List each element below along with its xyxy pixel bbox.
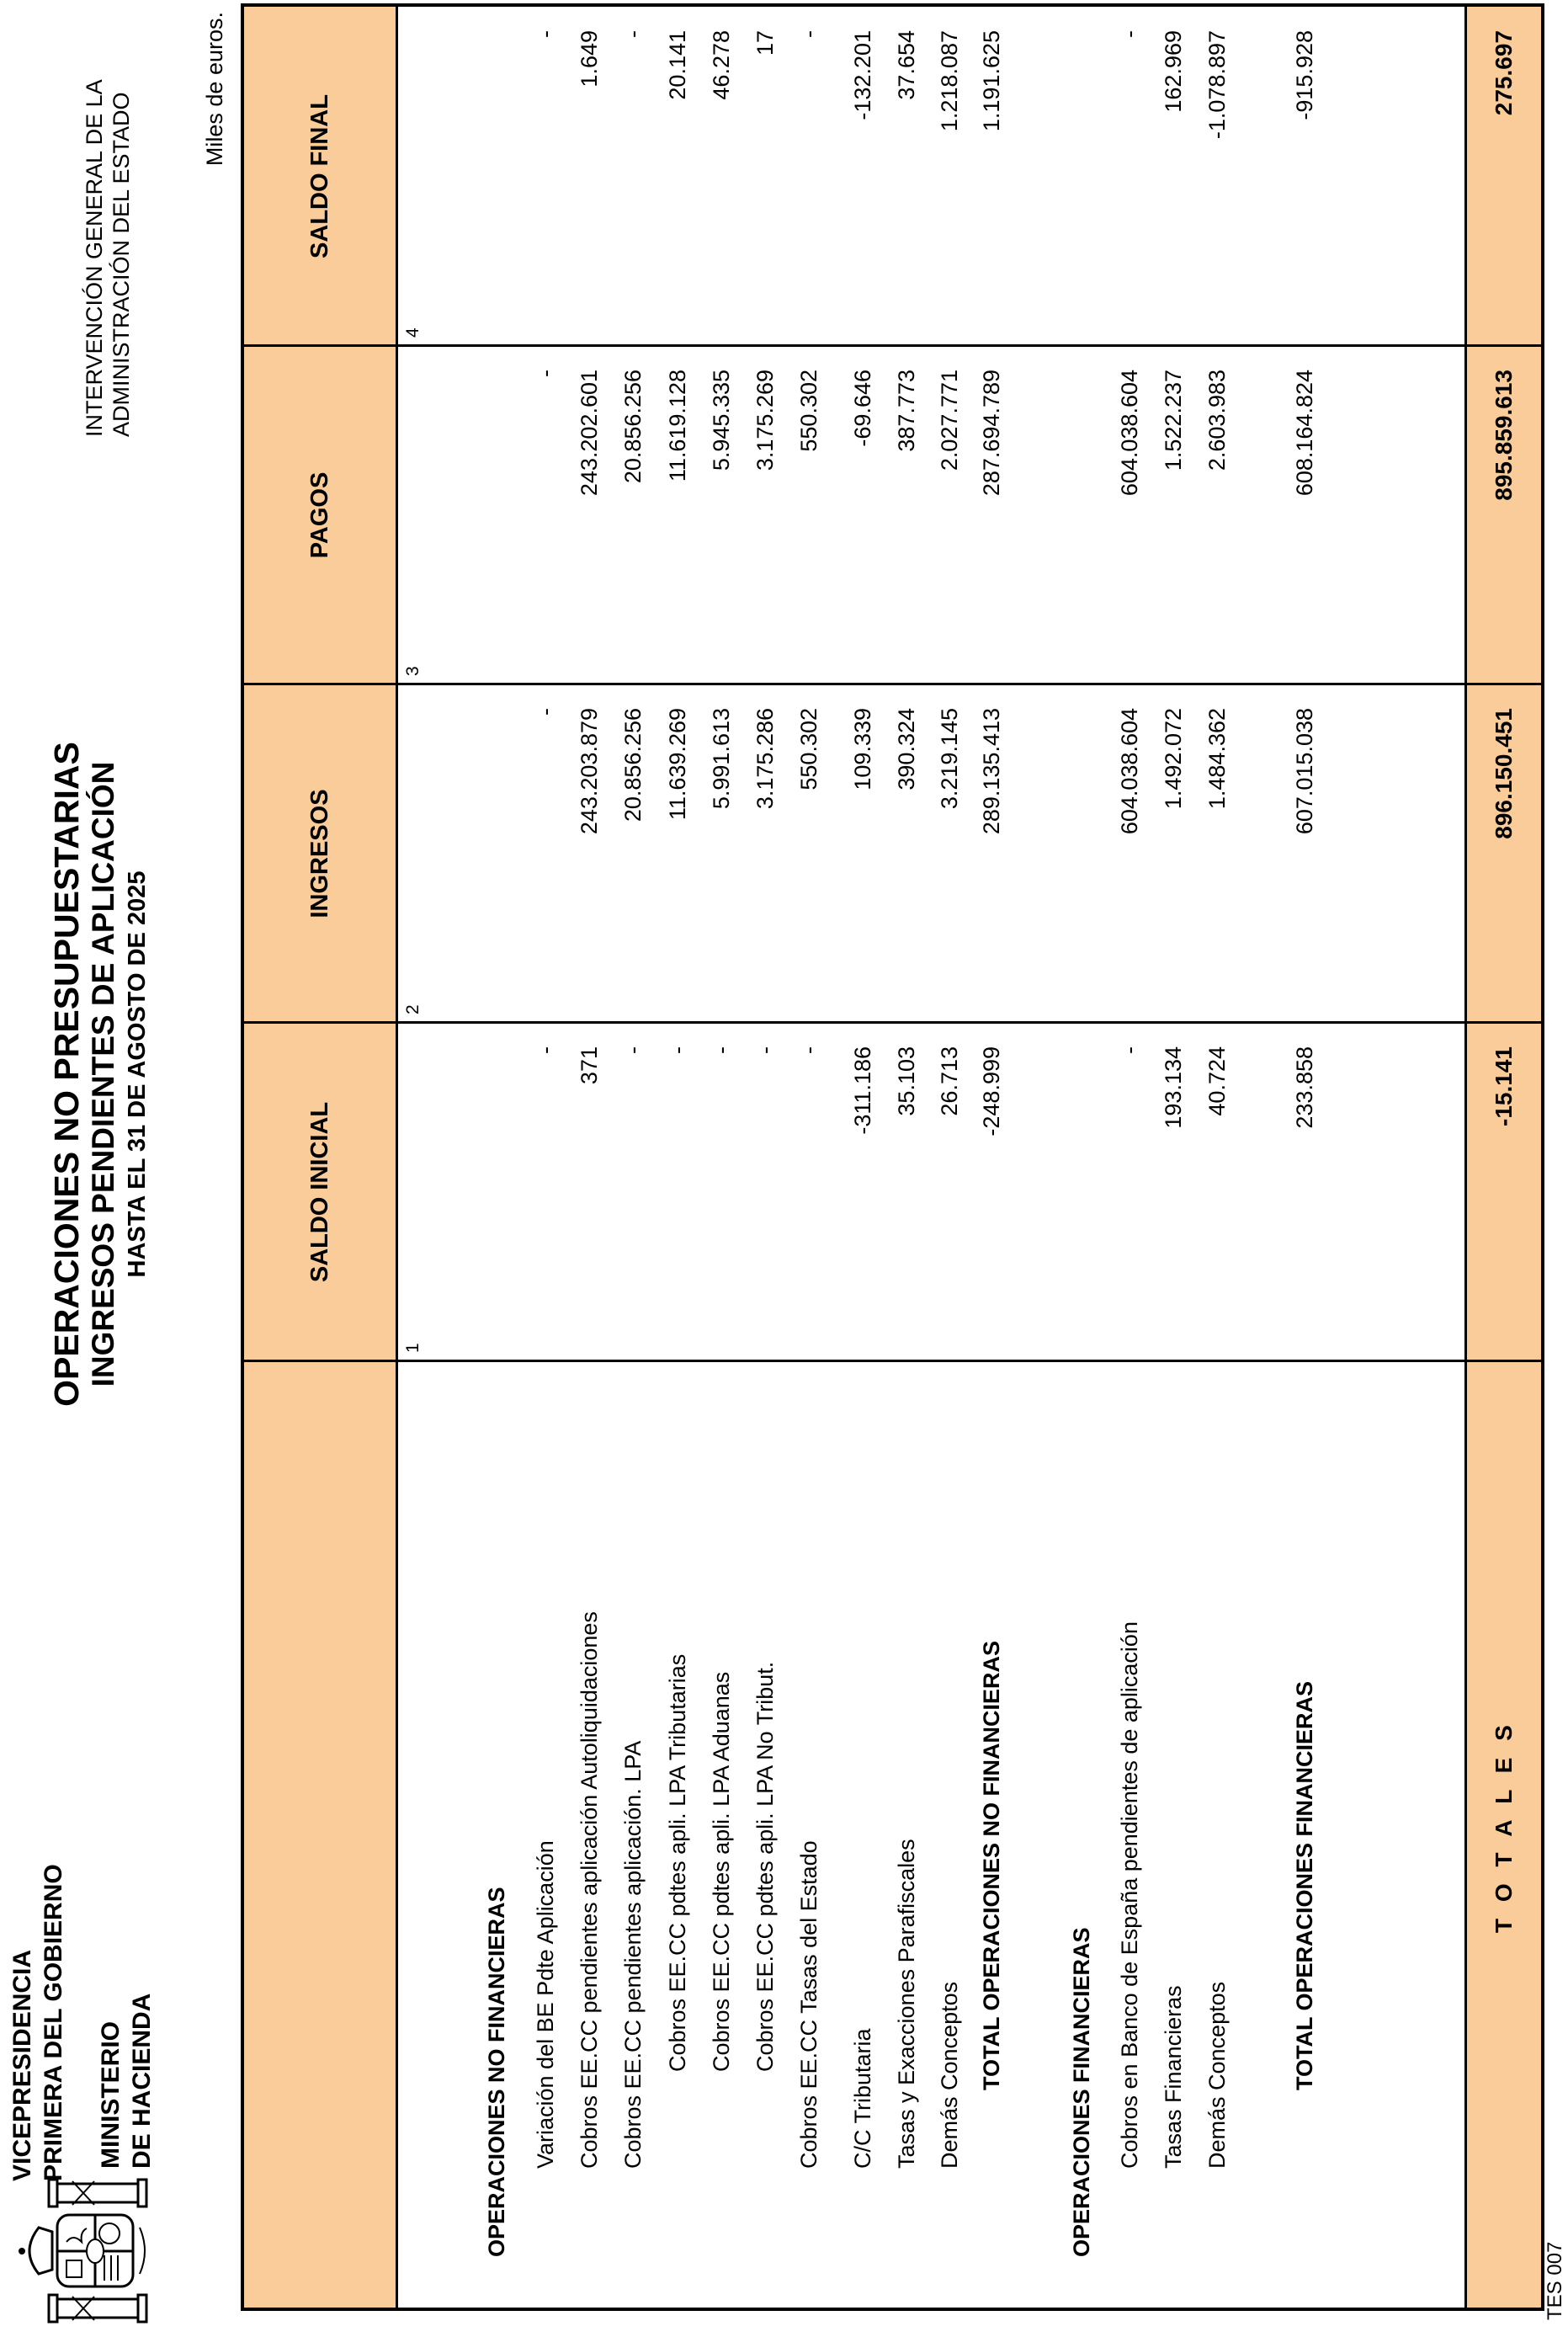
value-cell-ing: 5.991.613 bbox=[709, 708, 734, 810]
value-cell-ing: 11.639.269 bbox=[665, 708, 690, 821]
value-cell-si: 40.724 bbox=[1204, 1046, 1230, 1116]
column-marker-4: 4 bbox=[403, 327, 423, 338]
value-cell-ing: 289.135.413 bbox=[979, 708, 1004, 835]
agency-line2: ADMINISTRACIÓN DEL ESTADO bbox=[109, 92, 134, 437]
value-cell-sf: 17 bbox=[752, 30, 778, 56]
row-label: Cobros EE.CC pdtes apli. LPA Aduanas bbox=[709, 1671, 734, 2072]
column-marker-3: 3 bbox=[403, 666, 423, 676]
value-cell-pag: 1.522.237 bbox=[1161, 370, 1186, 471]
value-cell-pag: 608.164.824 bbox=[1292, 370, 1317, 497]
value-cell-si: 233.858 bbox=[1292, 1046, 1317, 1129]
value-cell-si: - bbox=[1117, 1046, 1142, 1054]
value-cell-pag: 5.945.335 bbox=[709, 370, 734, 471]
value-cell-pag: 550.302 bbox=[796, 370, 821, 452]
units-note: Miles de euros. bbox=[202, 12, 227, 167]
ministry-line1: MINISTERIO bbox=[97, 2020, 125, 2169]
column-separator-line bbox=[244, 683, 1541, 685]
value-cell-pag: 604.038.604 bbox=[1117, 370, 1142, 497]
row-label: Cobros EE.CC pdtes apli. LPA No Tribut. bbox=[752, 1661, 778, 2072]
department-name bbox=[7, 1864, 69, 2181]
value-cell-ing: 607.015.038 bbox=[1292, 708, 1317, 835]
value-cell-sf: - bbox=[1117, 30, 1142, 38]
row-label: C/C Tributaria bbox=[850, 2028, 875, 2169]
value-cell-sf: 1.649 bbox=[577, 30, 602, 88]
value-cell-sf: 275.697 bbox=[1491, 30, 1517, 116]
value-cell-sf: 20.141 bbox=[665, 30, 690, 100]
form-code: TES 007 bbox=[1544, 2241, 1566, 2320]
column-separator-line bbox=[244, 1021, 1541, 1024]
value-cell-si: 371 bbox=[577, 1046, 602, 1085]
row-label: Demás Conceptos bbox=[937, 1981, 962, 2169]
value-cell-pag: -69.646 bbox=[850, 370, 875, 447]
value-cell-si: -15.141 bbox=[1491, 1046, 1517, 1126]
value-cell-si: -311.186 bbox=[850, 1046, 875, 1135]
ministry-line2: DE HACIENDA bbox=[128, 1993, 156, 2169]
agency-name bbox=[81, 79, 135, 437]
column-separator-line bbox=[244, 1360, 1541, 1362]
row-label: Demás Conceptos bbox=[1204, 1981, 1230, 2169]
column-marker-1: 1 bbox=[403, 1343, 423, 1353]
value-cell-sf: -132.201 bbox=[850, 30, 875, 120]
value-cell-pag: 387.773 bbox=[894, 370, 919, 452]
value-cell-ing: 109.339 bbox=[850, 708, 875, 791]
value-cell-pag: 20.856.256 bbox=[620, 370, 646, 484]
spain-coat-of-arms-logo bbox=[13, 2177, 173, 2324]
row-label: TOTAL OPERACIONES FINANCIERAS bbox=[1292, 1680, 1317, 2090]
value-cell-ing: 550.302 bbox=[796, 708, 821, 791]
value-cell-pag: 3.175.269 bbox=[752, 370, 778, 471]
value-cell-sf: 1.191.625 bbox=[979, 30, 1004, 132]
value-cell-ing: 20.856.256 bbox=[620, 708, 646, 822]
value-cell-ing: 1.484.362 bbox=[1204, 708, 1230, 810]
row-label: OPERACIONES FINANCIERAS bbox=[1069, 1927, 1094, 2257]
column-header-ingresos: INGRESOS bbox=[306, 789, 333, 918]
value-cell-sf: - bbox=[533, 30, 558, 38]
report-title-line2: INGRESOS PENDIENTES DE APLICACIÓN bbox=[86, 761, 120, 1387]
report-title bbox=[47, 742, 153, 1407]
row-label: Cobros EE.CC pendientes aplicación Autoliquidaciones bbox=[577, 1611, 602, 2169]
value-cell-sf: 37.654 bbox=[894, 30, 919, 100]
value-cell-sf: -1.078.897 bbox=[1204, 30, 1230, 140]
row-label: Tasas y Exacciones Parafiscales bbox=[894, 1839, 919, 2169]
row-label: TOTAL OPERACIONES NO FINANCIERAS bbox=[979, 1640, 1004, 2090]
row-label: Tasas Financieras bbox=[1161, 1985, 1186, 2169]
report-title-line3: HASTA EL 31 DE AGOSTO DE 2025 bbox=[124, 870, 151, 1278]
value-cell-pag: 243.202.601 bbox=[577, 370, 602, 497]
report-title-line1: OPERACIONES NO PRESUPUESTARIAS bbox=[47, 742, 86, 1407]
value-cell-si: - bbox=[620, 1046, 646, 1054]
column-header-saldo-inicial: SALDO INICIAL bbox=[306, 1101, 333, 1283]
value-cell-si: 26.713 bbox=[937, 1046, 962, 1116]
row-label: Variación del BE Pdte Aplicación bbox=[533, 1840, 558, 2169]
value-cell-ing: 3.219.145 bbox=[937, 708, 962, 810]
column-header-pagos: PAGOS bbox=[306, 471, 333, 559]
value-cell-sf: 162.969 bbox=[1161, 30, 1186, 113]
value-cell-sf: 1.218.087 bbox=[937, 30, 962, 132]
value-cell-pag: - bbox=[533, 370, 558, 377]
value-cell-pag: 895.859.613 bbox=[1491, 370, 1517, 501]
department-line2: PRIMERA DEL GOBIERNO bbox=[40, 1864, 67, 2181]
value-cell-si: - bbox=[752, 1046, 778, 1054]
value-cell-sf: - bbox=[796, 30, 821, 38]
value-cell-ing: 604.038.604 bbox=[1117, 708, 1142, 835]
value-cell-si: - bbox=[665, 1046, 690, 1054]
row-label: Cobros en Banco de España pendientes de aplicación bbox=[1117, 1621, 1142, 2169]
value-cell-si: 35.103 bbox=[894, 1046, 919, 1116]
value-cell-sf: -915.928 bbox=[1292, 30, 1317, 120]
value-cell-sf: - bbox=[620, 30, 646, 38]
column-header-concepts bbox=[244, 1361, 396, 2308]
value-cell-si: -248.999 bbox=[979, 1046, 1004, 1137]
value-cell-si: - bbox=[709, 1046, 734, 1054]
row-label: Cobros EE.CC pendientes aplicación. LPA bbox=[620, 1740, 646, 2169]
value-cell-si: - bbox=[796, 1046, 821, 1054]
value-cell-sf: 46.278 bbox=[709, 30, 734, 100]
value-cell-pag: 11.619.128 bbox=[665, 370, 690, 482]
department-line1: VICEPRESIDENCIA bbox=[8, 1949, 36, 2181]
value-cell-ing: - bbox=[533, 708, 558, 716]
value-cell-ing: 3.175.286 bbox=[752, 708, 778, 810]
row-label: OPERACIONES NO FINANCIERAS bbox=[484, 1887, 509, 2257]
row-label: T O T A L E S bbox=[1491, 1720, 1517, 1933]
ministry-name bbox=[95, 1994, 157, 2169]
operations-table bbox=[241, 3, 1544, 2311]
value-cell-si: - bbox=[533, 1046, 558, 1054]
column-header-saldo-final: SALDO FINAL bbox=[306, 94, 333, 258]
value-cell-si: 193.134 bbox=[1161, 1046, 1186, 1129]
value-cell-ing: 390.324 bbox=[894, 708, 919, 791]
value-cell-pag: 2.603.983 bbox=[1204, 370, 1230, 471]
row-label: Cobros EE.CC Tasas del Estado bbox=[796, 1840, 821, 2169]
value-cell-pag: 2.027.771 bbox=[937, 370, 962, 471]
value-cell-ing: 1.492.072 bbox=[1161, 708, 1186, 810]
value-cell-ing: 243.203.879 bbox=[577, 708, 602, 835]
row-label: Cobros EE.CC pdtes apli. LPA Tributarias bbox=[665, 1653, 690, 2072]
value-cell-ing: 896.150.451 bbox=[1491, 708, 1517, 839]
value-cell-pag: 287.694.789 bbox=[979, 370, 1004, 497]
column-separator-line bbox=[244, 344, 1541, 347]
agency-line1: INTERVENCIÓN GENERAL DE LA bbox=[82, 79, 107, 437]
column-marker-2: 2 bbox=[403, 1004, 423, 1014]
